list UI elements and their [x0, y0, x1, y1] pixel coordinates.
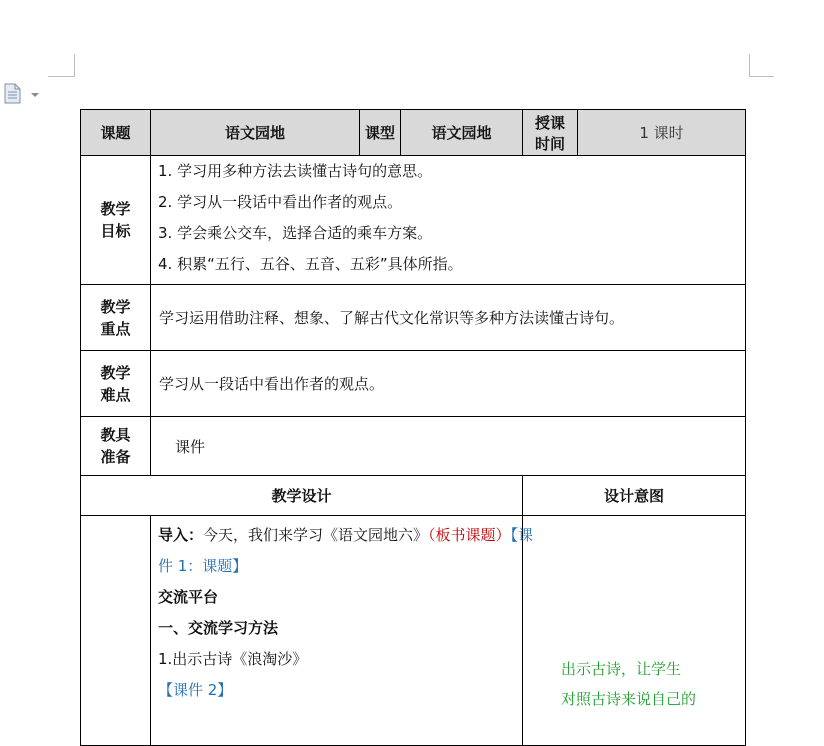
intro-text: 今天，我们来学习《语文园地六》 [203, 526, 429, 544]
difficulties-label-line-2: 难点 [100, 385, 131, 404]
page-corner-mark-left [48, 54, 75, 77]
design-content [151, 516, 534, 746]
key-points-label-line-2: 重点 [100, 319, 131, 338]
document-icon[interactable] [2, 82, 42, 104]
design-side-cell [81, 516, 151, 746]
header-label-title: 课题 [81, 110, 151, 156]
intro-slide-ref: 件 1：课题】 [158, 557, 248, 575]
goals-list [151, 156, 746, 285]
intent-column-header: 设计意图 [523, 476, 746, 516]
intent-content [523, 516, 746, 746]
goal-item-4: 4. 积累“五行、五谷、五音、五彩”具体所指。 [158, 255, 463, 273]
goals-label-line-1: 教学 [100, 200, 131, 218]
materials-text: 课件 [151, 417, 746, 476]
intro-board-note: （板书课题） [428, 526, 511, 544]
page-corner-mark-right [749, 54, 774, 77]
header-label-type: 课型 [360, 110, 401, 156]
header-row [81, 110, 746, 156]
lesson-plan-table [80, 109, 746, 746]
intro-slide-ref-start: 【课 [510, 526, 534, 544]
difficulties-label [81, 351, 151, 417]
intro-line [158, 520, 534, 551]
section-heading-1: 一、交流学习方法 [158, 619, 279, 637]
platform-heading: 交流平台 [158, 588, 219, 606]
key-points-row [81, 285, 746, 351]
key-points-label-line-1: 教学 [100, 297, 131, 316]
materials-label-line-1: 教具 [100, 426, 131, 444]
step-1-slide-ref: 【课件 2】 [158, 681, 233, 699]
difficulties-row [81, 351, 746, 417]
goals-row [81, 156, 746, 285]
difficulties-text: 学习从一段话中看出作者的观点。 [151, 351, 746, 417]
header-value-time: 1 课时 [578, 110, 746, 156]
goal-item-1: 1. 学习用多种方法去读懂古诗句的意思。 [158, 162, 433, 180]
intro-label: 导入： [158, 526, 204, 544]
intent-line-1: 出示古诗，让学生 [561, 660, 682, 678]
header-label-time-line-1: 授课 [534, 113, 565, 132]
design-header-row [81, 476, 746, 516]
goal-item-2: 2. 学习从一段话中看出作者的观点。 [158, 193, 403, 211]
materials-row [81, 417, 746, 476]
goal-item-3: 3. 学会乘公交车，选择合适的乘车方案。 [158, 224, 433, 242]
goals-label [81, 156, 151, 285]
header-value-type: 语文园地 [401, 110, 523, 156]
design-column-header: 教学设计 [81, 476, 523, 516]
header-label-time-line-2: 时间 [534, 134, 565, 153]
materials-label-line-2: 准备 [100, 448, 131, 466]
goals-label-line-2: 目标 [100, 222, 131, 240]
intent-text [531, 654, 745, 714]
difficulties-label-line-1: 教学 [100, 363, 131, 382]
header-value-title: 语文园地 [151, 110, 360, 156]
intent-line-2: 对照古诗来说自己的 [561, 690, 697, 708]
design-content-row [81, 516, 746, 746]
step-1: 1.出示古诗《浪淘沙》 [158, 650, 308, 668]
header-label-time [523, 110, 578, 156]
materials-label [81, 417, 151, 476]
key-points-label [81, 285, 151, 351]
key-points-text: 学习运用借助注释、想象、了解古代文化常识等多种方法读懂古诗句。 [151, 285, 746, 351]
